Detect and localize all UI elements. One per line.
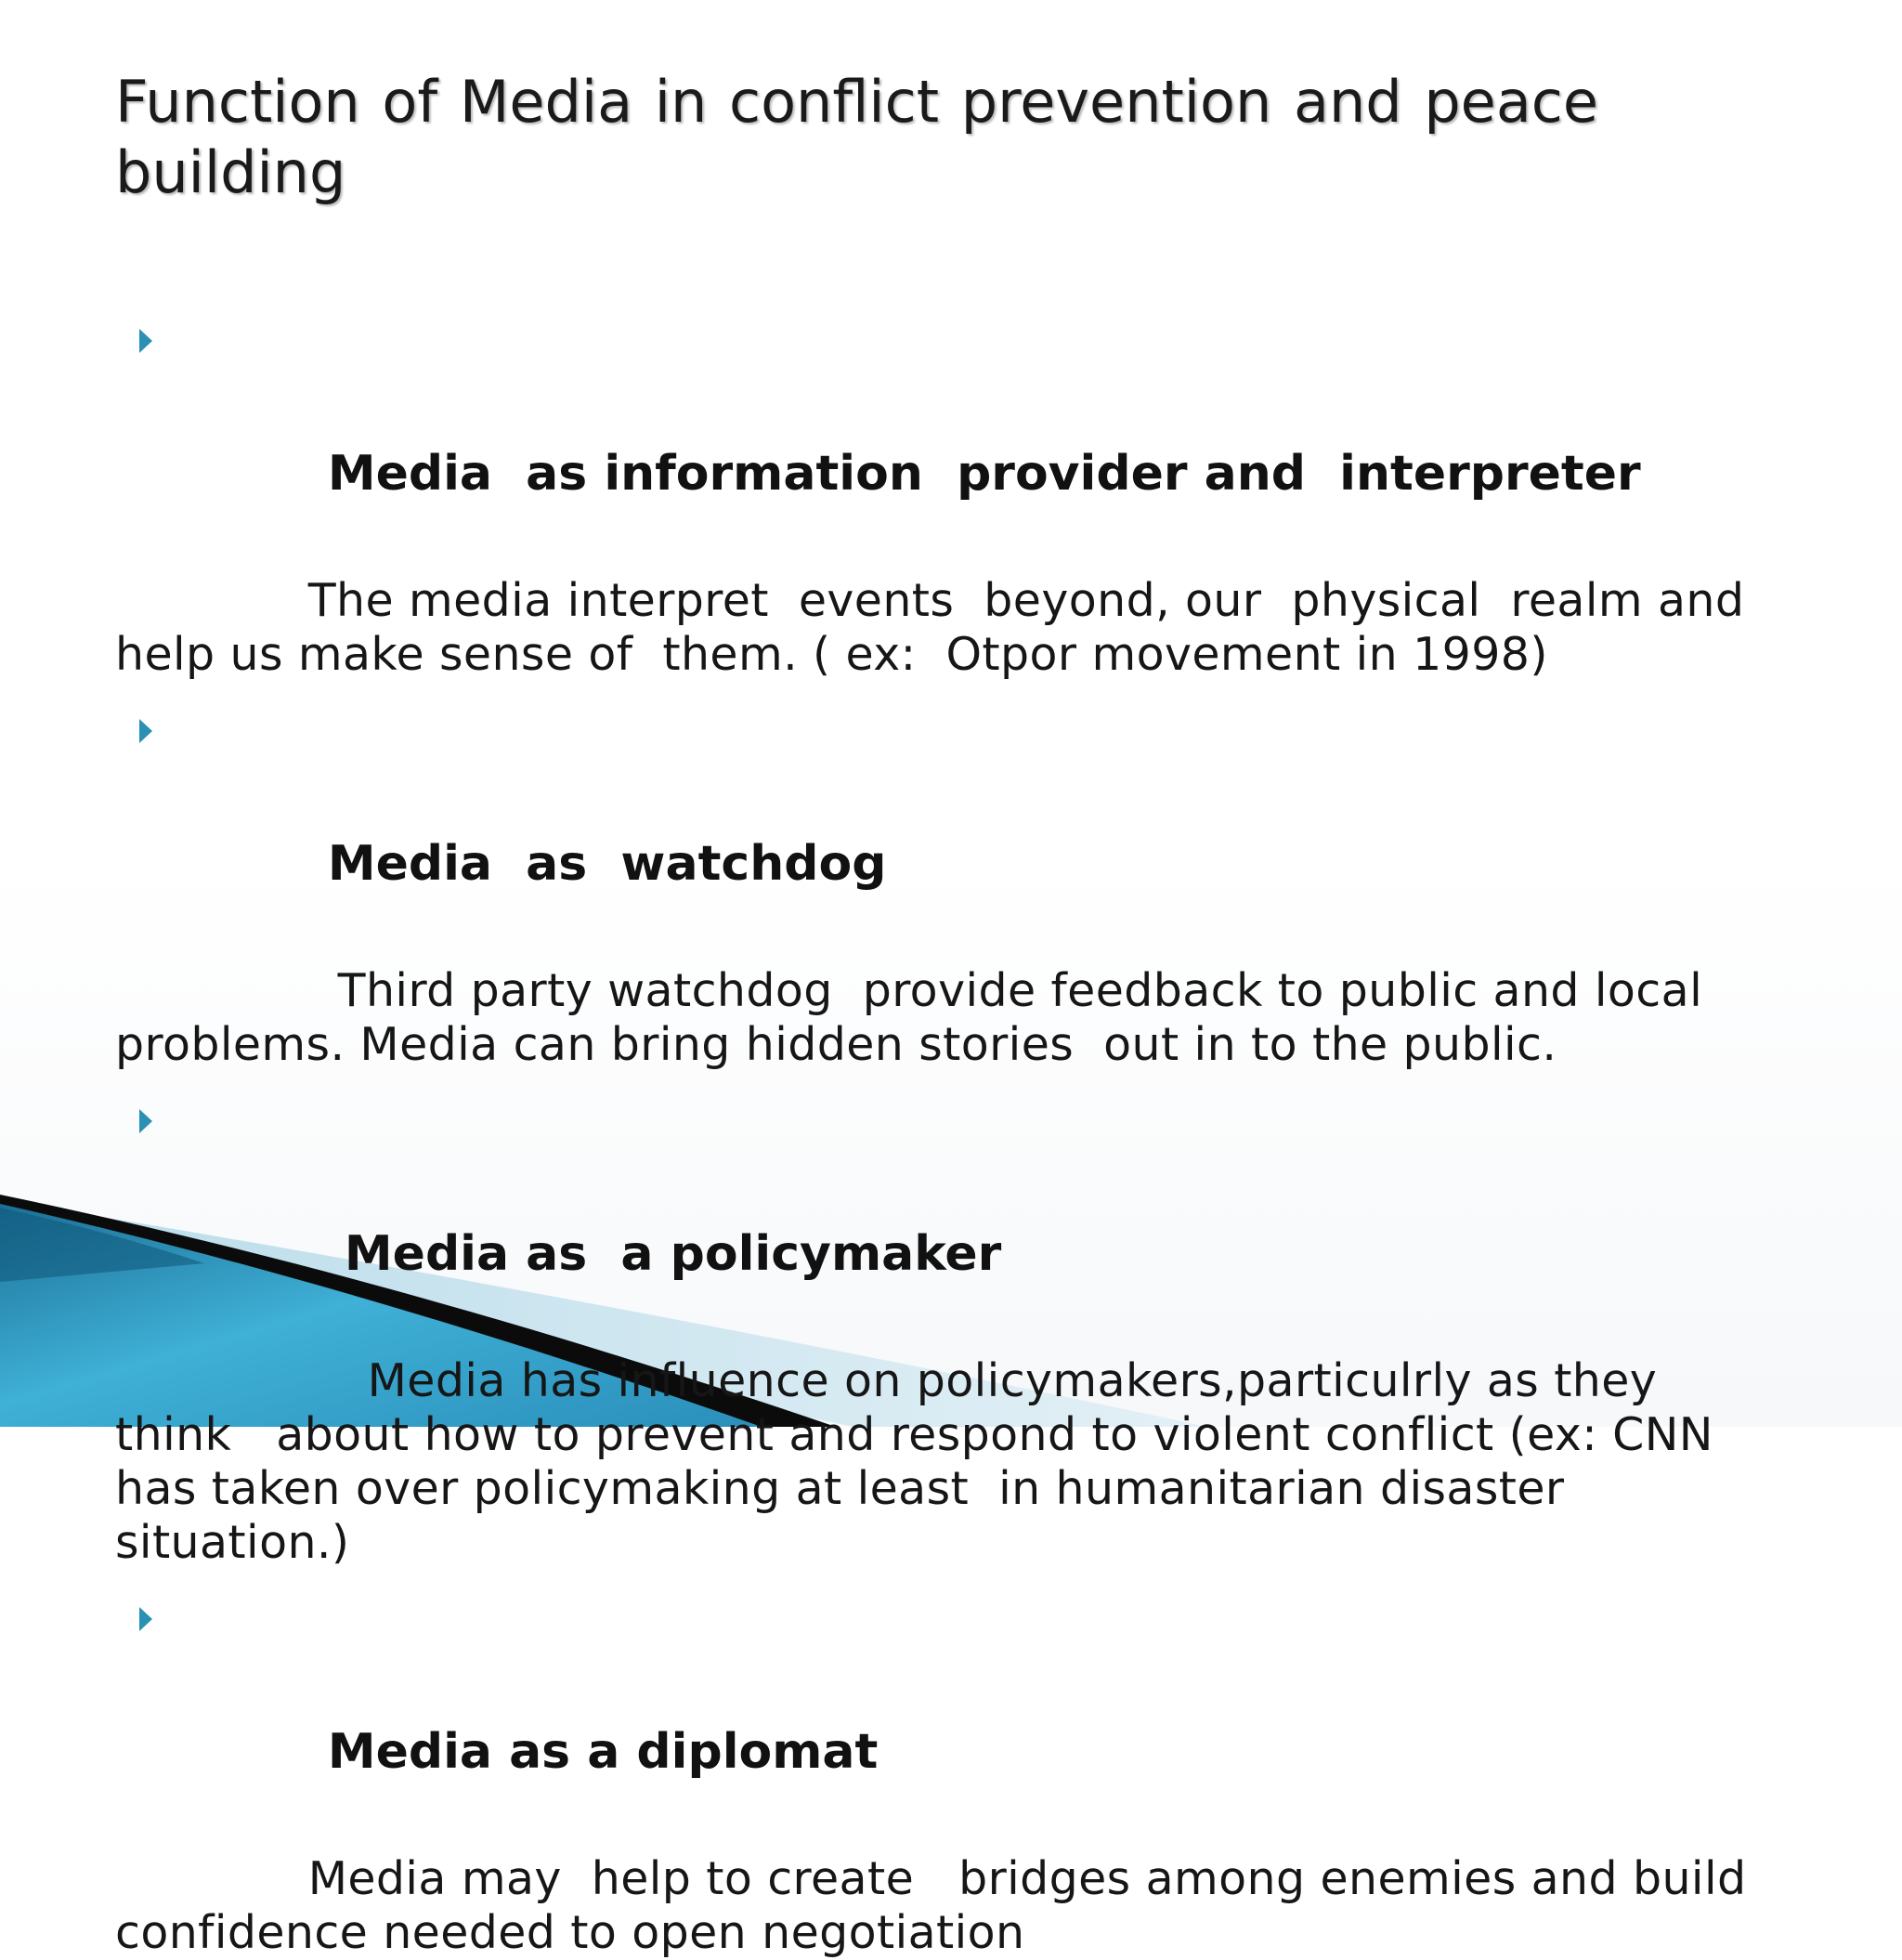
triangle-bullet-icon xyxy=(139,719,152,743)
section-heading-text: Media as a diplomat xyxy=(327,1724,879,1780)
section-diplomat xyxy=(115,1585,1787,1960)
triangle-bullet-icon xyxy=(139,1109,152,1133)
slide-title: Function of Media in conflict prevention and peace building xyxy=(115,68,1599,206)
section-body: Third party watchdog provide feedback to public and local problems. Media can bring hidden stories out in to the public. xyxy=(115,964,1718,1071)
section-body: The media interpret events beyond, our physical realm and help us make sense of them. ( ex: Otpor movement in 1998) xyxy=(115,574,1760,681)
section-body: Media has influence on policymakers,particulrly as they think about how to prevent and respond to violent conflict (ex: CNN has taken over policymaking at least in humanitarian disaster situation.) xyxy=(115,1354,1743,1569)
section-heading-text: Media as a policymaker xyxy=(327,1226,1002,1282)
section-heading xyxy=(115,1087,1787,1354)
section-body: Media may help to create bridges among enemies and build confidence needed to open negotiation xyxy=(115,1852,1762,1959)
section-heading-text: Media as watchdog xyxy=(327,836,887,892)
section-heading xyxy=(115,307,1787,574)
section-policymaker xyxy=(115,1087,1787,1570)
section-heading xyxy=(115,1585,1787,1852)
content-area xyxy=(115,307,1787,1960)
section-heading-text: Media as information provider and interpreter xyxy=(327,446,1641,502)
section-watchdog xyxy=(115,697,1787,1072)
triangle-bullet-icon xyxy=(139,1607,152,1631)
section-heading xyxy=(115,697,1787,964)
section-information-provider xyxy=(115,307,1787,682)
triangle-bullet-icon xyxy=(139,329,152,353)
